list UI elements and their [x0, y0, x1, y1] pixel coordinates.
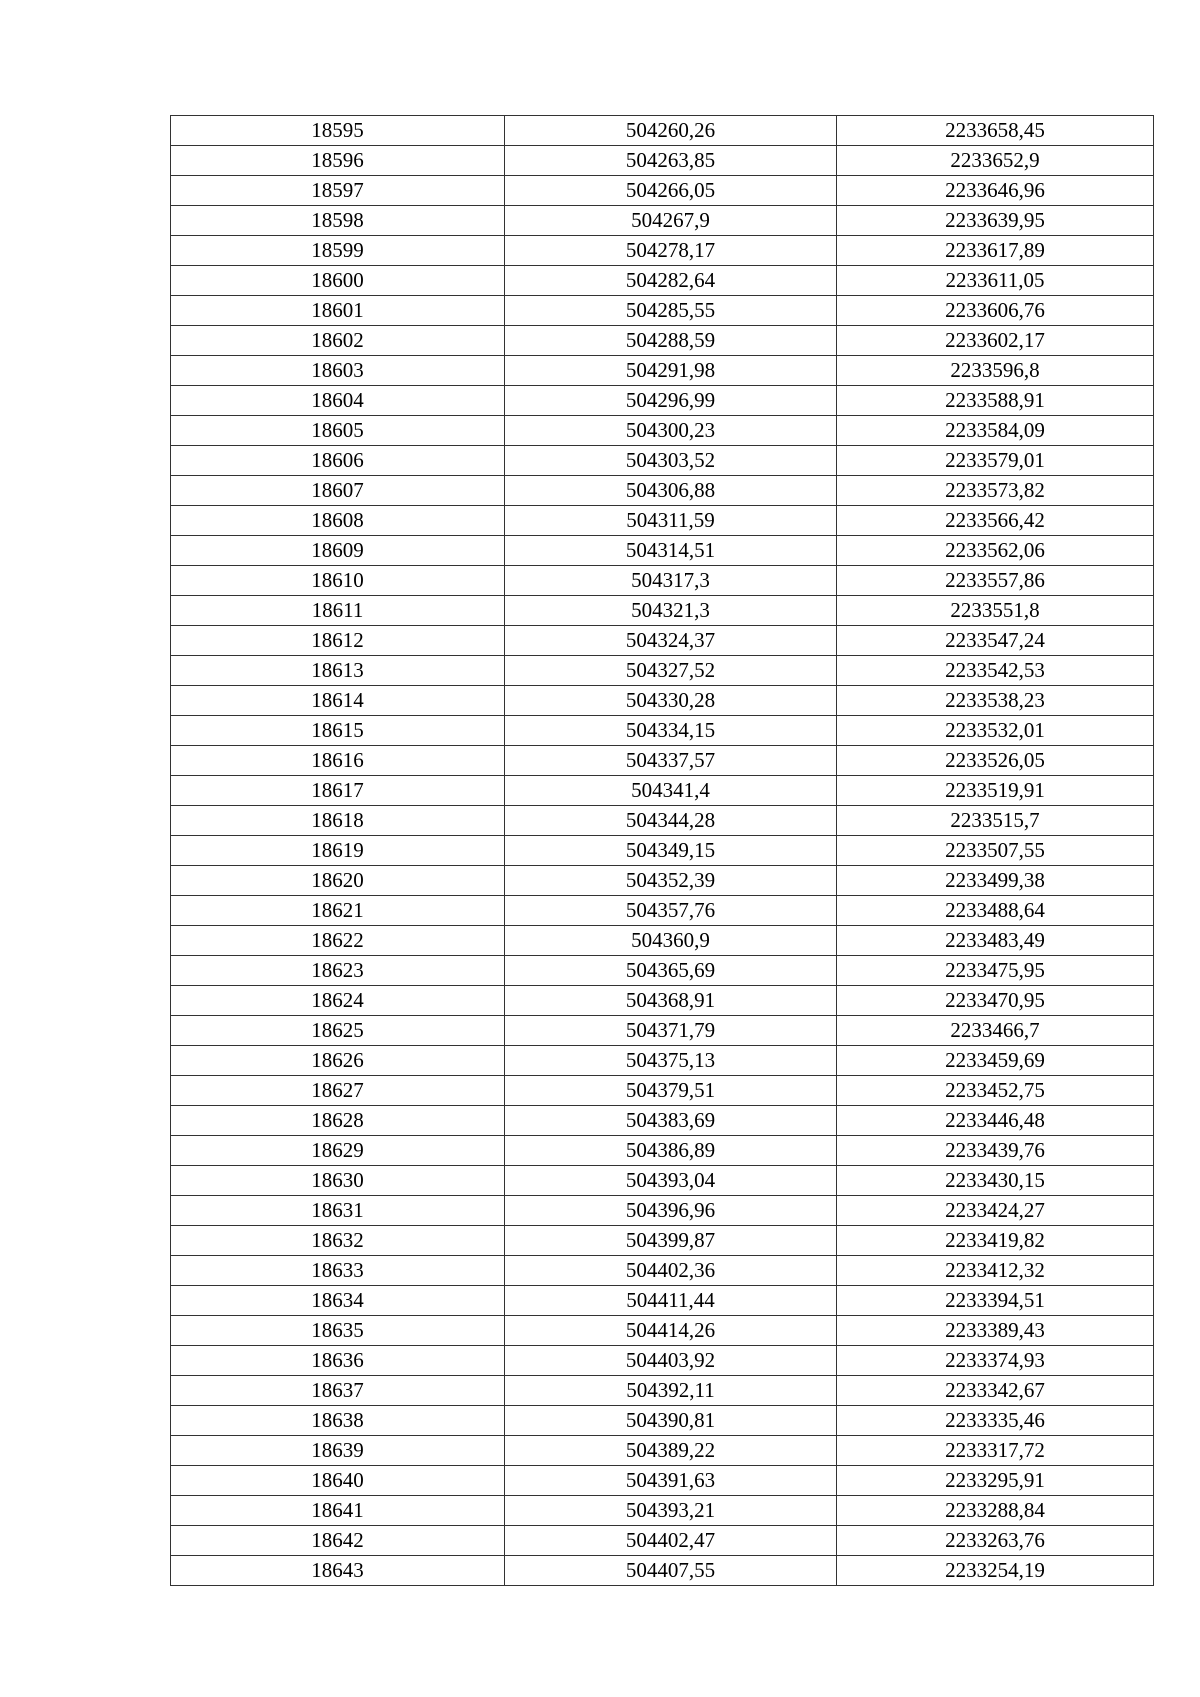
x-coordinate-cell: 504393,21: [505, 1496, 837, 1526]
x-coordinate-cell: 504317,3: [505, 566, 837, 596]
point-number-cell: 18615: [171, 716, 505, 746]
table-row: [171, 1556, 1154, 1586]
point-number-cell: 18613: [171, 656, 505, 686]
y-coordinate-cell: 2233389,43: [837, 1316, 1154, 1346]
point-number-cell: 18631: [171, 1196, 505, 1226]
table-row: [171, 1076, 1154, 1106]
point-number-cell: 18600: [171, 266, 505, 296]
y-coordinate-cell: 2233499,38: [837, 866, 1154, 896]
x-coordinate-cell: 504357,76: [505, 896, 837, 926]
y-coordinate-cell: 2233342,67: [837, 1376, 1154, 1406]
x-coordinate-cell: 504334,15: [505, 716, 837, 746]
y-coordinate-cell: 2233617,89: [837, 236, 1154, 266]
table-row: [171, 596, 1154, 626]
table-row: [171, 1316, 1154, 1346]
point-number-cell: 18636: [171, 1346, 505, 1376]
x-coordinate-cell: 504386,89: [505, 1136, 837, 1166]
x-coordinate-cell: 504300,23: [505, 416, 837, 446]
point-number-cell: 18640: [171, 1466, 505, 1496]
x-coordinate-cell: 504288,59: [505, 326, 837, 356]
y-coordinate-cell: 2233611,05: [837, 266, 1154, 296]
y-coordinate-cell: 2233394,51: [837, 1286, 1154, 1316]
table-row: [171, 146, 1154, 176]
x-coordinate-cell: 504278,17: [505, 236, 837, 266]
x-coordinate-cell: 504337,57: [505, 746, 837, 776]
x-coordinate-cell: 504267,9: [505, 206, 837, 236]
y-coordinate-cell: 2233547,24: [837, 626, 1154, 656]
y-coordinate-cell: 2233551,8: [837, 596, 1154, 626]
point-number-cell: 18607: [171, 476, 505, 506]
point-number-cell: 18617: [171, 776, 505, 806]
table-row: [171, 686, 1154, 716]
point-number-cell: 18629: [171, 1136, 505, 1166]
point-number-cell: 18621: [171, 896, 505, 926]
y-coordinate-cell: 2233588,91: [837, 386, 1154, 416]
table-row: [171, 1376, 1154, 1406]
table-row: [171, 716, 1154, 746]
x-coordinate-cell: 504291,98: [505, 356, 837, 386]
table-row: [171, 236, 1154, 266]
point-number-cell: 18611: [171, 596, 505, 626]
point-number-cell: 18641: [171, 1496, 505, 1526]
point-number-cell: 18626: [171, 1046, 505, 1076]
point-number-cell: 18602: [171, 326, 505, 356]
x-coordinate-cell: 504391,63: [505, 1466, 837, 1496]
x-coordinate-cell: 504327,52: [505, 656, 837, 686]
point-number-cell: 18597: [171, 176, 505, 206]
y-coordinate-cell: 2233288,84: [837, 1496, 1154, 1526]
x-coordinate-cell: 504306,88: [505, 476, 837, 506]
point-number-cell: 18595: [171, 116, 505, 146]
table-row: [171, 506, 1154, 536]
point-number-cell: 18622: [171, 926, 505, 956]
point-number-cell: 18635: [171, 1316, 505, 1346]
x-coordinate-cell: 504383,69: [505, 1106, 837, 1136]
point-number-cell: 18642: [171, 1526, 505, 1556]
table-row: [171, 1406, 1154, 1436]
table-row: [171, 896, 1154, 926]
x-coordinate-cell: 504330,28: [505, 686, 837, 716]
table-row: [171, 746, 1154, 776]
y-coordinate-cell: 2233639,95: [837, 206, 1154, 236]
y-coordinate-cell: 2233424,27: [837, 1196, 1154, 1226]
table-row: [171, 1166, 1154, 1196]
x-coordinate-cell: 504411,44: [505, 1286, 837, 1316]
point-number-cell: 18643: [171, 1556, 505, 1586]
point-number-cell: 18618: [171, 806, 505, 836]
x-coordinate-cell: 504389,22: [505, 1436, 837, 1466]
y-coordinate-cell: 2233412,32: [837, 1256, 1154, 1286]
y-coordinate-cell: 2233538,23: [837, 686, 1154, 716]
table-row: [171, 1226, 1154, 1256]
x-coordinate-cell: 504392,11: [505, 1376, 837, 1406]
y-coordinate-cell: 2233317,72: [837, 1436, 1154, 1466]
y-coordinate-cell: 2233566,42: [837, 506, 1154, 536]
y-coordinate-cell: 2233452,75: [837, 1076, 1154, 1106]
point-number-cell: 18608: [171, 506, 505, 536]
table-row: [171, 1436, 1154, 1466]
point-number-cell: 18612: [171, 626, 505, 656]
coordinates-table: [170, 115, 1154, 1586]
table-row: [171, 446, 1154, 476]
x-coordinate-cell: 504379,51: [505, 1076, 837, 1106]
x-coordinate-cell: 504399,87: [505, 1226, 837, 1256]
y-coordinate-cell: 2233557,86: [837, 566, 1154, 596]
table-row: [171, 1196, 1154, 1226]
point-number-cell: 18596: [171, 146, 505, 176]
point-number-cell: 18620: [171, 866, 505, 896]
y-coordinate-cell: 2233515,7: [837, 806, 1154, 836]
y-coordinate-cell: 2233658,45: [837, 116, 1154, 146]
coordinates-table-body: [171, 116, 1154, 1586]
y-coordinate-cell: 2233526,05: [837, 746, 1154, 776]
y-coordinate-cell: 2233466,7: [837, 1016, 1154, 1046]
y-coordinate-cell: 2233652,9: [837, 146, 1154, 176]
table-row: [171, 1256, 1154, 1286]
x-coordinate-cell: 504393,04: [505, 1166, 837, 1196]
y-coordinate-cell: 2233488,64: [837, 896, 1154, 926]
table-row: [171, 206, 1154, 236]
x-coordinate-cell: 504344,28: [505, 806, 837, 836]
y-coordinate-cell: 2233263,76: [837, 1526, 1154, 1556]
y-coordinate-cell: 2233446,48: [837, 1106, 1154, 1136]
y-coordinate-cell: 2233419,82: [837, 1226, 1154, 1256]
y-coordinate-cell: 2233519,91: [837, 776, 1154, 806]
y-coordinate-cell: 2233295,91: [837, 1466, 1154, 1496]
y-coordinate-cell: 2233573,82: [837, 476, 1154, 506]
table-row: [171, 866, 1154, 896]
table-row: [171, 836, 1154, 866]
y-coordinate-cell: 2233562,06: [837, 536, 1154, 566]
table-row: [171, 566, 1154, 596]
point-number-cell: 18619: [171, 836, 505, 866]
table-row: [171, 326, 1154, 356]
point-number-cell: 18630: [171, 1166, 505, 1196]
x-coordinate-cell: 504360,9: [505, 926, 837, 956]
y-coordinate-cell: 2233439,76: [837, 1136, 1154, 1166]
x-coordinate-cell: 504321,3: [505, 596, 837, 626]
x-coordinate-cell: 504282,64: [505, 266, 837, 296]
y-coordinate-cell: 2233584,09: [837, 416, 1154, 446]
x-coordinate-cell: 504396,96: [505, 1196, 837, 1226]
point-number-cell: 18606: [171, 446, 505, 476]
x-coordinate-cell: 504402,47: [505, 1526, 837, 1556]
table-row: [171, 626, 1154, 656]
y-coordinate-cell: 2233507,55: [837, 836, 1154, 866]
table-row: [171, 1496, 1154, 1526]
y-coordinate-cell: 2233646,96: [837, 176, 1154, 206]
x-coordinate-cell: 504390,81: [505, 1406, 837, 1436]
x-coordinate-cell: 504324,37: [505, 626, 837, 656]
point-number-cell: 18599: [171, 236, 505, 266]
x-coordinate-cell: 504341,4: [505, 776, 837, 806]
x-coordinate-cell: 504314,51: [505, 536, 837, 566]
y-coordinate-cell: 2233532,01: [837, 716, 1154, 746]
y-coordinate-cell: 2233430,15: [837, 1166, 1154, 1196]
point-number-cell: 18628: [171, 1106, 505, 1136]
y-coordinate-cell: 2233542,53: [837, 656, 1154, 686]
x-coordinate-cell: 504285,55: [505, 296, 837, 326]
y-coordinate-cell: 2233254,19: [837, 1556, 1154, 1586]
table-row: [171, 956, 1154, 986]
x-coordinate-cell: 504352,39: [505, 866, 837, 896]
point-number-cell: 18627: [171, 1076, 505, 1106]
x-coordinate-cell: 504407,55: [505, 1556, 837, 1586]
x-coordinate-cell: 504375,13: [505, 1046, 837, 1076]
x-coordinate-cell: 504260,26: [505, 116, 837, 146]
table-row: [171, 776, 1154, 806]
x-coordinate-cell: 504303,52: [505, 446, 837, 476]
table-row: [171, 116, 1154, 146]
table-row: [171, 1136, 1154, 1166]
point-number-cell: 18638: [171, 1406, 505, 1436]
table-row: [171, 266, 1154, 296]
table-row: [171, 1286, 1154, 1316]
table-row: [171, 176, 1154, 206]
point-number-cell: 18623: [171, 956, 505, 986]
x-coordinate-cell: 504266,05: [505, 176, 837, 206]
table-row: [171, 386, 1154, 416]
table-row: [171, 656, 1154, 686]
x-coordinate-cell: 504311,59: [505, 506, 837, 536]
table-row: [171, 1046, 1154, 1076]
y-coordinate-cell: 2233459,69: [837, 1046, 1154, 1076]
x-coordinate-cell: 504349,15: [505, 836, 837, 866]
y-coordinate-cell: 2233596,8: [837, 356, 1154, 386]
point-number-cell: 18610: [171, 566, 505, 596]
y-coordinate-cell: 2233475,95: [837, 956, 1154, 986]
y-coordinate-cell: 2233602,17: [837, 326, 1154, 356]
y-coordinate-cell: 2233579,01: [837, 446, 1154, 476]
x-coordinate-cell: 504402,36: [505, 1256, 837, 1286]
point-number-cell: 18614: [171, 686, 505, 716]
x-coordinate-cell: 504365,69: [505, 956, 837, 986]
point-number-cell: 18603: [171, 356, 505, 386]
table-row: [171, 1106, 1154, 1136]
table-row: [171, 806, 1154, 836]
point-number-cell: 18632: [171, 1226, 505, 1256]
y-coordinate-cell: 2233606,76: [837, 296, 1154, 326]
x-coordinate-cell: 504296,99: [505, 386, 837, 416]
point-number-cell: 18639: [171, 1436, 505, 1466]
point-number-cell: 18601: [171, 296, 505, 326]
point-number-cell: 18624: [171, 986, 505, 1016]
table-row: [171, 986, 1154, 1016]
point-number-cell: 18604: [171, 386, 505, 416]
table-row: [171, 1526, 1154, 1556]
x-coordinate-cell: 504263,85: [505, 146, 837, 176]
y-coordinate-cell: 2233483,49: [837, 926, 1154, 956]
table-row: [171, 476, 1154, 506]
point-number-cell: 18634: [171, 1286, 505, 1316]
point-number-cell: 18598: [171, 206, 505, 236]
table-row: [171, 1346, 1154, 1376]
point-number-cell: 18637: [171, 1376, 505, 1406]
table-row: [171, 536, 1154, 566]
x-coordinate-cell: 504414,26: [505, 1316, 837, 1346]
table-row: [171, 926, 1154, 956]
point-number-cell: 18616: [171, 746, 505, 776]
point-number-cell: 18609: [171, 536, 505, 566]
table-row: [171, 356, 1154, 386]
table-row: [171, 296, 1154, 326]
y-coordinate-cell: 2233470,95: [837, 986, 1154, 1016]
table-row: [171, 1016, 1154, 1046]
point-number-cell: 18633: [171, 1256, 505, 1286]
x-coordinate-cell: 504371,79: [505, 1016, 837, 1046]
x-coordinate-cell: 504368,91: [505, 986, 837, 1016]
x-coordinate-cell: 504403,92: [505, 1346, 837, 1376]
y-coordinate-cell: 2233335,46: [837, 1406, 1154, 1436]
table-row: [171, 1466, 1154, 1496]
point-number-cell: 18625: [171, 1016, 505, 1046]
table-row: [171, 416, 1154, 446]
point-number-cell: 18605: [171, 416, 505, 446]
y-coordinate-cell: 2233374,93: [837, 1346, 1154, 1376]
